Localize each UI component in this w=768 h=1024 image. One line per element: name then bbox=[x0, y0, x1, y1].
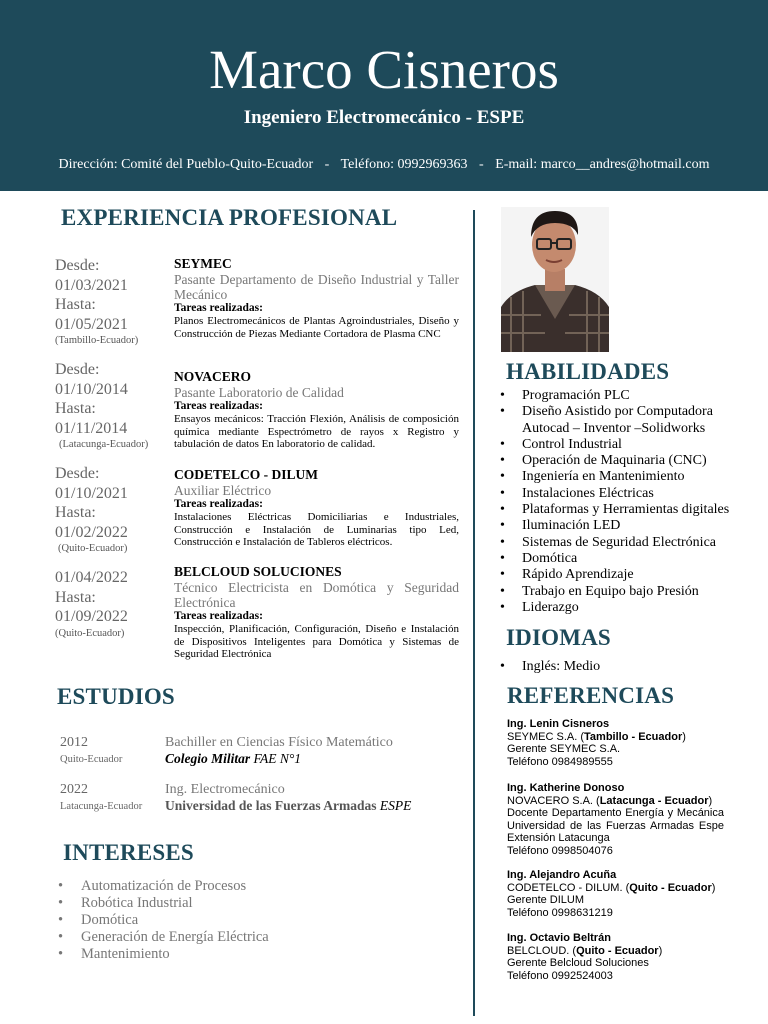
list-item bbox=[58, 912, 269, 929]
bullet-icon: • bbox=[500, 485, 505, 501]
skill-label: Iluminación LED bbox=[522, 518, 621, 534]
language-item bbox=[500, 659, 600, 675]
bullet-icon: • bbox=[500, 534, 505, 550]
date-line: Desde: bbox=[55, 257, 100, 274]
reference-org bbox=[507, 731, 724, 744]
skill-label: Diseño Asistido por Computadora Autocad – Inventor –Solidworks bbox=[522, 404, 713, 436]
list-item bbox=[58, 929, 269, 946]
bullet-icon: • bbox=[500, 453, 505, 469]
org-name: NOVACERO S.A. ( bbox=[507, 794, 600, 807]
skill-label: Sistemas de Seguridad Electrónica bbox=[522, 534, 716, 550]
org-close: ) bbox=[711, 881, 716, 894]
skill-label: Operación de Maquinaria (CNC) bbox=[522, 453, 707, 469]
date-line: 01/05/2021 bbox=[55, 315, 128, 333]
institution-suffix: ESPE bbox=[379, 798, 412, 813]
experience-location: (Quito-Ecuador) bbox=[58, 543, 128, 554]
section-title-experience: EXPERIENCIA PROFESIONAL bbox=[61, 205, 398, 230]
bullet-icon: • bbox=[58, 946, 64, 962]
bullet-icon: • bbox=[500, 567, 505, 583]
org-close: ) bbox=[658, 944, 663, 957]
skill-label: Programación PLC bbox=[522, 388, 630, 403]
interest-label: Automatización de Procesos bbox=[81, 878, 247, 894]
reference-position: Gerente DILUM bbox=[507, 894, 585, 906]
skill-label: Domótica bbox=[522, 550, 578, 566]
org-location: Latacunga - Ecuador bbox=[599, 794, 709, 807]
bullet-icon: • bbox=[500, 502, 505, 518]
section-title-interests: INTERESES bbox=[63, 840, 194, 865]
date-line: Hasta: bbox=[55, 296, 96, 313]
list-item bbox=[500, 404, 750, 437]
list-item bbox=[500, 551, 750, 567]
org-location: Quito - Ecuador bbox=[576, 944, 659, 957]
date-line: 01/11/2014 bbox=[55, 419, 128, 437]
education-year: 2012 bbox=[60, 735, 88, 750]
experience-info bbox=[174, 467, 459, 549]
reference-phone: Teléfono 0992524003 bbox=[507, 969, 613, 982]
bullet-icon: • bbox=[58, 912, 64, 928]
bullet-icon: • bbox=[58, 878, 64, 894]
bullet-icon: • bbox=[500, 550, 505, 566]
list-item bbox=[58, 895, 269, 912]
list-item bbox=[58, 946, 269, 963]
reference-position: Docente Departamento Energía y Mecánica Universidad de las Fuerzas Armadas Espe Extensión Latacunga bbox=[507, 807, 724, 844]
section-title-languages: IDIOMAS bbox=[506, 625, 611, 650]
institution-suffix: FAE N°1 bbox=[253, 751, 302, 766]
skill-label: Plataformas y Herramientas digitales bbox=[522, 502, 730, 518]
section-title-references: REFERENCIAS bbox=[507, 683, 675, 708]
separator: - bbox=[324, 157, 330, 172]
experience-dates bbox=[55, 360, 170, 451]
list-item bbox=[500, 584, 750, 600]
experience-dates bbox=[55, 464, 170, 555]
bullet-icon: • bbox=[58, 895, 64, 911]
list-item bbox=[500, 486, 750, 502]
job-role: Pasante Departamento de Diseño Industrial y Taller Mecánico bbox=[174, 272, 459, 302]
tasks-label: Tareas realizadas: bbox=[174, 498, 263, 510]
interest-label: Domótica bbox=[81, 912, 139, 928]
experience-dates bbox=[55, 568, 170, 640]
skill-label: Liderazgo bbox=[522, 599, 579, 615]
list-item bbox=[500, 437, 750, 453]
list-item bbox=[500, 502, 750, 518]
org-close: ) bbox=[708, 794, 713, 807]
education-year: 2022 bbox=[60, 782, 88, 797]
date-line: Desde: bbox=[55, 465, 100, 482]
education-institution bbox=[165, 798, 411, 814]
column-divider bbox=[473, 210, 475, 1016]
date-line: Hasta: bbox=[55, 400, 96, 417]
interest-label: Robótica Industrial bbox=[81, 895, 193, 911]
list-item bbox=[58, 878, 269, 895]
date-line: Hasta: bbox=[55, 588, 96, 606]
org-name: CODETELCO - DILUM. ( bbox=[507, 881, 630, 894]
reference-item bbox=[507, 932, 724, 982]
skill-label: Instalaciones Eléctricas bbox=[522, 485, 654, 501]
education-degree: Ing. Electromecánico bbox=[165, 782, 285, 797]
reference-phone: Teléfono 0984989555 bbox=[507, 755, 613, 768]
education-institution bbox=[165, 751, 301, 767]
tasks-text: Inspección, Planificación, Configuración, Diseño e Instalación de Dispositivos Inteligentes para Domótica y Sistemas de Seguridad Electrónica bbox=[174, 623, 459, 660]
org-name: BELCLOUD. ( bbox=[507, 944, 577, 957]
experience-info bbox=[174, 369, 459, 451]
tasks-text: Instalaciones Eléctricas Domiciliarias e Industriales, Construcción e Instalación de Luminarias tipo Led, Construcción e Instalación de Tableros eléctricos. bbox=[174, 511, 459, 548]
tasks-label: Tareas realizadas: bbox=[174, 400, 263, 412]
list-item bbox=[500, 600, 750, 616]
bullet-icon: • bbox=[500, 469, 505, 485]
company-name: NOVACERO bbox=[174, 369, 252, 384]
person-icon bbox=[501, 207, 609, 352]
reference-item bbox=[507, 869, 724, 919]
tasks-label: Tareas realizadas: bbox=[174, 610, 263, 622]
reference-org bbox=[507, 882, 724, 895]
header-banner bbox=[0, 0, 768, 191]
reference-position: Gerente SEYMEC S.A. bbox=[507, 743, 621, 755]
experience-location: (Tambillo-Ecuador) bbox=[55, 335, 139, 346]
bullet-icon: • bbox=[500, 436, 505, 452]
skill-label: Trabajo en Equipo bajo Presión bbox=[522, 583, 699, 599]
tasks-label: Tareas realizadas: bbox=[174, 302, 263, 314]
org-close: ) bbox=[682, 730, 686, 743]
date-line: 01/02/2022 bbox=[55, 523, 128, 541]
interest-label: Mantenimiento bbox=[81, 946, 170, 962]
list-item bbox=[500, 469, 750, 485]
date-line: 01/10/2014 bbox=[55, 380, 128, 398]
education-location: Latacunga-Ecuador bbox=[60, 801, 143, 812]
bullet-icon: • bbox=[500, 388, 505, 403]
list-item bbox=[500, 388, 750, 404]
date-line: Desde: bbox=[55, 361, 100, 378]
date-line: 01/03/2021 bbox=[55, 276, 128, 294]
date-line: 01/04/2022 bbox=[55, 569, 128, 586]
bullet-icon: • bbox=[500, 404, 505, 420]
bullet-icon: • bbox=[500, 659, 505, 674]
date-line: Hasta: bbox=[55, 504, 96, 521]
reference-phone: Teléfono 0998631219 bbox=[507, 906, 613, 919]
education-degree: Bachiller en Ciencias Físico Matemático bbox=[165, 735, 393, 750]
job-role: Pasante Laboratorio de Calidad bbox=[174, 385, 344, 400]
bullet-icon: • bbox=[500, 583, 505, 599]
company-name: BELCLOUD SOLUCIONES bbox=[174, 564, 342, 579]
phone: Teléfono: 0992969363 bbox=[340, 157, 468, 172]
skill-label: Ingeniería en Mantenimiento bbox=[522, 469, 685, 485]
company-name: SEYMEC bbox=[174, 256, 232, 271]
education-location: Quito-Ecuador bbox=[60, 754, 123, 765]
section-title-education: ESTUDIOS bbox=[57, 684, 175, 709]
reference-position: Gerente Belcloud Soluciones bbox=[507, 957, 649, 969]
experience-info bbox=[174, 564, 459, 661]
skill-label: Control Industrial bbox=[522, 436, 622, 452]
reference-name: Ing. Alejandro Acuña bbox=[507, 869, 617, 881]
company-name: CODETELCO - DILUM bbox=[174, 467, 319, 482]
list-item bbox=[500, 567, 750, 583]
date-line: 01/09/2022 bbox=[55, 608, 128, 625]
reference-org bbox=[507, 795, 724, 808]
reference-item bbox=[507, 782, 724, 857]
reference-name: Ing. Katherine Donoso bbox=[507, 782, 625, 794]
section-title-skills: HABILIDADES bbox=[506, 359, 670, 384]
skills-list bbox=[500, 388, 750, 616]
address: Dirección: Comité del Pueblo-Quito-Ecuador bbox=[58, 157, 314, 172]
institution-name: Universidad de las Fuerzas Armadas bbox=[165, 798, 377, 813]
tasks-text: Planos Electromecánicos de Plantas Agroindustriales, Diseño y Construcción de Piezas Mediante Cortadora de Plasma CNC bbox=[174, 315, 459, 340]
date-line: 01/10/2021 bbox=[55, 484, 128, 502]
org-name: SEYMEC S.A. ( bbox=[507, 730, 585, 743]
job-role: Técnico Electricista en Domótica y Seguridad Electrónica bbox=[174, 580, 459, 610]
candidate-name: Marco Cisneros bbox=[209, 39, 559, 100]
reference-item bbox=[507, 718, 724, 768]
experience-info bbox=[174, 256, 459, 340]
bullet-icon: • bbox=[58, 929, 64, 945]
list-item bbox=[500, 535, 750, 551]
interest-label: Generación de Energía Eléctrica bbox=[81, 929, 269, 945]
job-role: Auxiliar Eléctrico bbox=[174, 483, 272, 498]
bullet-icon: • bbox=[500, 518, 505, 534]
contact-line bbox=[0, 155, 768, 175]
experience-dates bbox=[55, 256, 170, 347]
org-location: Quito - Ecuador bbox=[629, 881, 712, 894]
interests-list bbox=[58, 878, 269, 963]
separator: - bbox=[479, 157, 484, 172]
email[interactable]: E-mail: marco__andres@hotmail.com bbox=[495, 157, 710, 172]
profile-photo bbox=[501, 207, 609, 352]
reference-name: Ing. Lenin Cisneros bbox=[507, 718, 610, 730]
tasks-text: Ensayos mecánicos: Tracción Flexión, Análisis de composición química mediante Espectrómetro de rayos x Registro y tabulación de datos En laboratorio de calidad. bbox=[174, 413, 459, 450]
reference-name: Ing. Octavio Beltrán bbox=[507, 932, 611, 944]
experience-location: (Latacunga-Ecuador) bbox=[59, 439, 149, 450]
list-item bbox=[500, 518, 750, 534]
language-label: Inglés: Medio bbox=[522, 659, 601, 674]
reference-org bbox=[507, 945, 724, 958]
institution-name: Colegio Militar bbox=[165, 751, 251, 766]
reference-phone: Teléfono 0998504076 bbox=[507, 844, 613, 857]
candidate-title: Ingeniero Electromecánico - ESPE bbox=[243, 107, 525, 128]
skill-label: Rápido Aprendizaje bbox=[522, 567, 634, 583]
bullet-icon: • bbox=[500, 599, 505, 615]
list-item bbox=[500, 453, 750, 469]
org-location: Tambillo - Ecuador bbox=[584, 730, 683, 743]
experience-location: (Quito-Ecuador) bbox=[55, 627, 125, 639]
